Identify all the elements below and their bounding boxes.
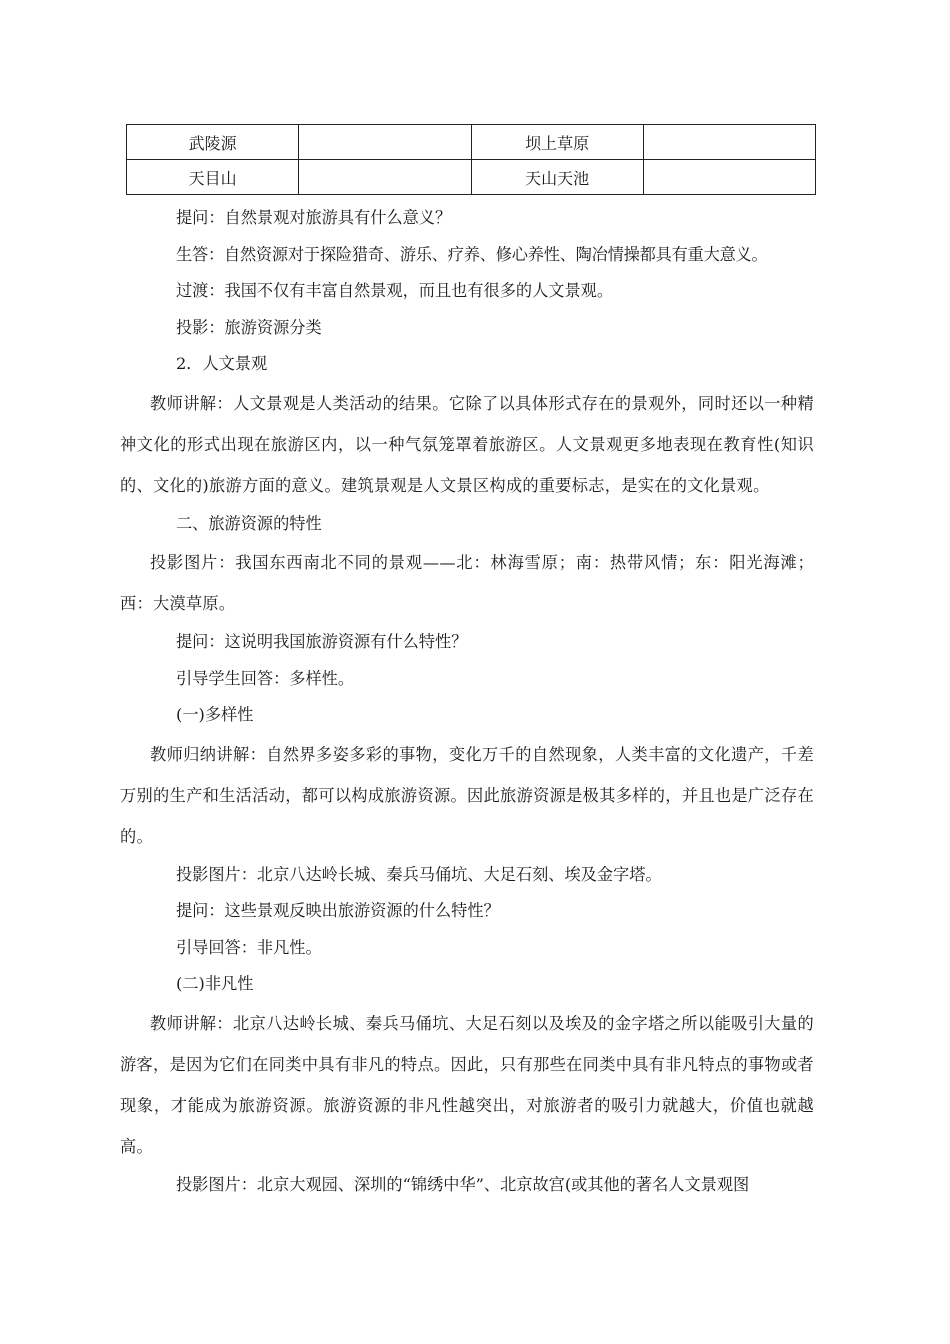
subsection-heading: (一)多样性 (176, 705, 254, 724)
projection-line: 投影：旅游资源分类 (176, 317, 322, 337)
lecture-paragraph: 教师讲解：人文景观是人类活动的结果。它除了以具体形式存在的景观外，同时还以一种精神文化的形式出现在旅游区内，以一种气氛笼罩着旅游区。人文景观更多地表现在教育性(知识的、文化的)旅游方面的意义。建筑景观是人文景区构成的重要标志，是实在的文化景观。 (120, 393, 814, 495)
table-cell: 天山天池 (471, 160, 643, 195)
projection-line: 投影图片：北京大观园、深圳的“锦绣中华”、北京故宫(或其他的著名人文景观图 (176, 1174, 750, 1194)
section-heading: 2．人文景观 (176, 354, 268, 373)
transition-line: 过渡：我国不仅有丰富自然景观，而且也有很多的人文景观。 (176, 281, 614, 300)
lecture-paragraph: 教师归纳讲解：自然界多姿多彩的事物，变化万千的自然现象，人类丰富的文化遗产，千差万别的生产和生活活动，都可以构成旅游资源。因此旅游资源是极其多样的，并且也是广泛存在的。 (120, 744, 814, 846)
answer-line: 引导学生回答：多样性。 (176, 668, 355, 688)
lecture-paragraph: 教师讲解：北京八达岭长城、秦兵马俑坑、大足石刻以及埃及的金字塔之所以能吸引大量的游客，是因为它们在同类中具有非凡的特点。因此，只有那些在同类中具有非凡特点的事物或者现象，才能成为旅游资源。旅游资源的非凡性越突出，对旅游者的吸引力就越大，价值也就越高。 (120, 1013, 814, 1156)
table-cell (643, 125, 815, 160)
table-cell: 天目山 (127, 160, 299, 195)
question-line: 提问：这说明我国旅游资源有什么特性？ (176, 632, 468, 651)
subsection-heading: (二)非凡性 (176, 974, 254, 993)
answer-line: 生答：自然资源对于探险猎奇、游乐、疗养、修心养性、陶冶情操都具有重大意义。 (176, 244, 768, 264)
table-cell: 坝上草原 (471, 125, 643, 160)
document-body (120, 200, 814, 1203)
projection-line: 投影图片：北京八达岭长城、秦兵马俑坑、大足石刻、埃及金字塔。 (176, 864, 662, 884)
question-line: 提问：这些景观反映出旅游资源的什么特性？ (176, 901, 500, 920)
answer-line: 引导回答：非凡性。 (176, 937, 322, 957)
question-line: 提问：自然景观对旅游具有什么意义？ (176, 208, 452, 227)
table-cell: 武陵源 (127, 125, 299, 160)
section-heading: 二、旅游资源的特性 (176, 513, 322, 533)
scenery-table (126, 124, 816, 195)
table-cell (299, 125, 471, 160)
table-cell (643, 160, 815, 195)
table-row (127, 160, 816, 195)
table-row (127, 125, 816, 160)
table-cell (299, 160, 471, 195)
projection-paragraph: 投影图片：我国东西南北不同的景观——北：林海雪原；南：热带风情；东：阳光海滩；西：大漠草原。 (120, 553, 814, 613)
